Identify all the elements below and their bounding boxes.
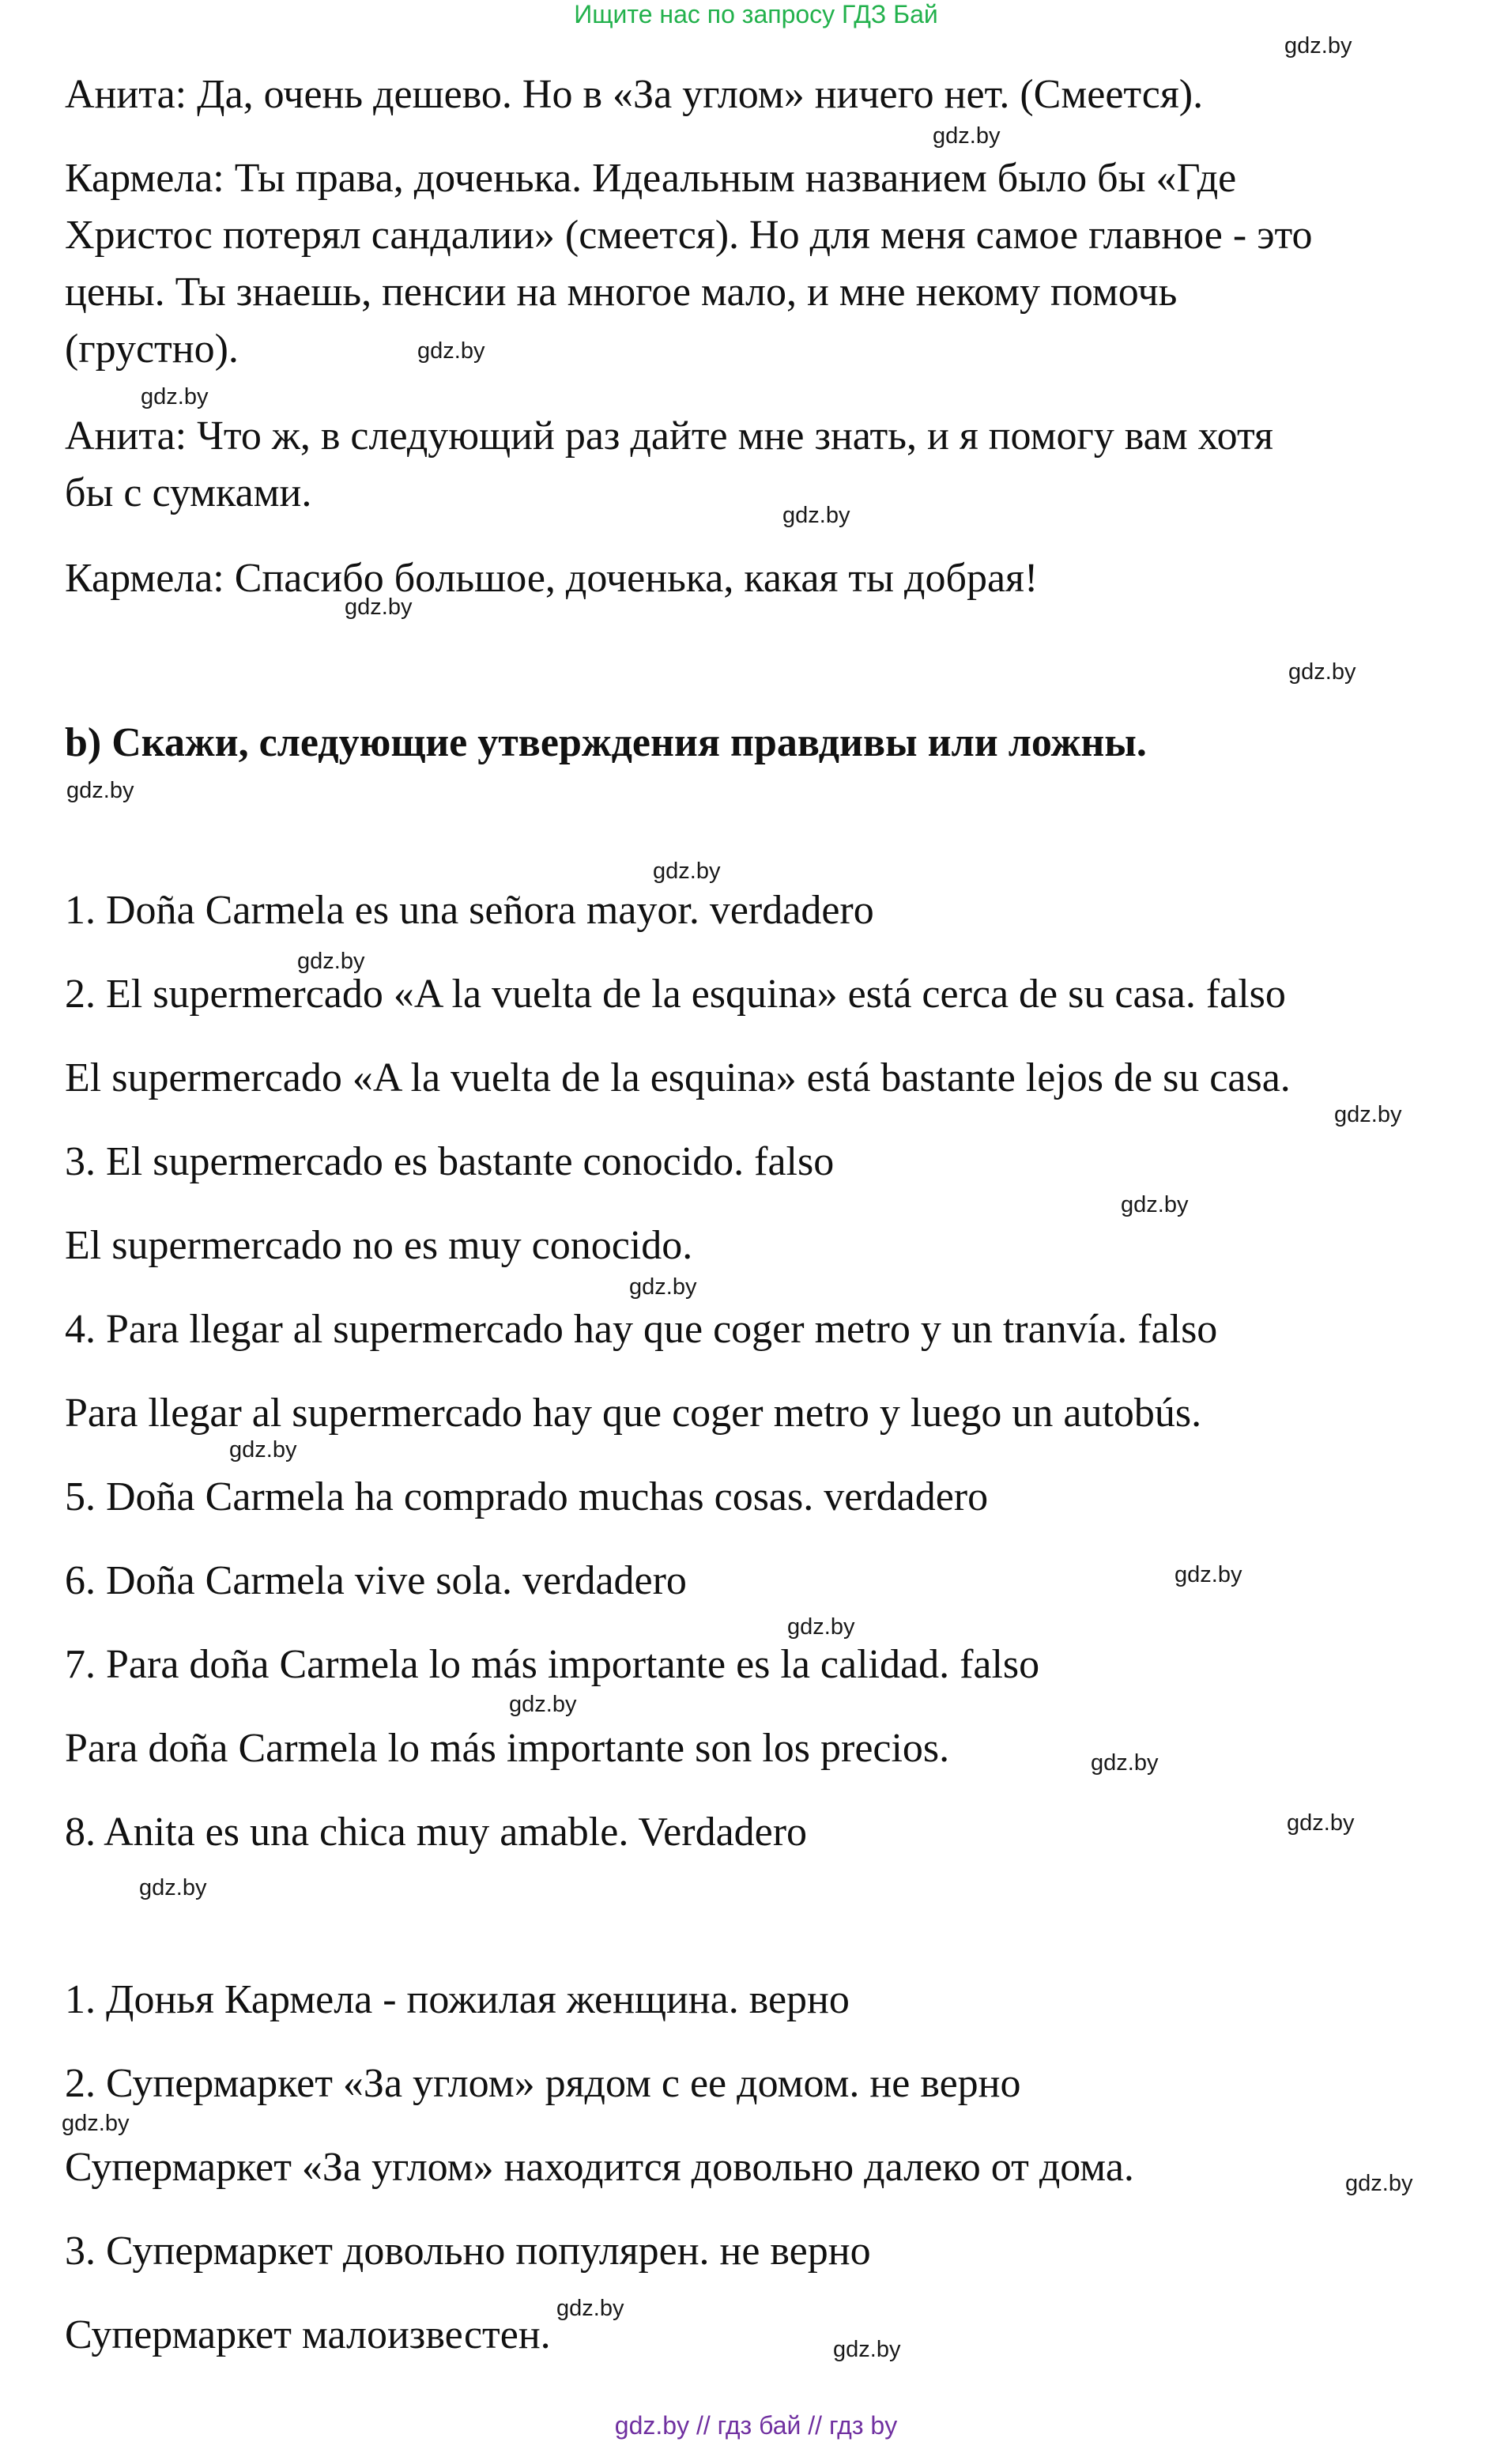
statement-es: 7. Para doña Carmela lo más importante es la calidad. falso xyxy=(65,1642,1040,1687)
watermark-text: gdz.by xyxy=(1287,1810,1355,1836)
statement-ru: 2. Супермаркет «За углом» рядом с ее домом. не верно xyxy=(65,2061,1021,2106)
watermark-text: gdz.by xyxy=(139,1875,207,1900)
statement-es: 4. Para llegar al supermercado hay que coger metro y un tranvía. falso xyxy=(65,1307,1218,1352)
dialogue-line: цены. Ты знаешь, пенсии на многое мало, и мне некому помочь xyxy=(65,270,1178,315)
dialogue-line: Анита: Что ж, в следующий раз дайте мне знать, и я помогу вам хотя xyxy=(65,413,1273,459)
statement-es: 8. Anita es una chica muy amable. Verdadero xyxy=(65,1810,808,1855)
statement-ru: 1. Донья Кармела - пожилая женщина. верно xyxy=(65,1977,850,2022)
watermark-text: gdz.by xyxy=(141,384,209,410)
watermark-text: gdz.by xyxy=(1091,1750,1159,1776)
statement-es: 5. Doña Carmela ha comprado muchas cosas. verdadero xyxy=(65,1474,989,1519)
watermark-text: gdz.by xyxy=(297,949,365,974)
task-heading: b) Скажи, следующие утверждения правдивы или ложны. xyxy=(65,720,1147,765)
watermark-text: gdz.by xyxy=(345,594,413,620)
watermark-text: gdz.by xyxy=(1175,1562,1242,1587)
statement-es-correction: Para doña Carmela lo más importante son los precios. xyxy=(65,1726,950,1771)
dialogue-line: (грустно). xyxy=(65,326,239,372)
watermark-text: gdz.by xyxy=(1334,1102,1402,1127)
dialogue-line: Анита: Да, очень дешево. Но в «За углом» ничего нет. (Смеется). xyxy=(65,72,1204,117)
watermark-text: gdz.by xyxy=(62,2111,130,2136)
watermark-text: gdz.by xyxy=(1284,33,1352,59)
watermark-text: gdz.by xyxy=(1345,2171,1413,2196)
dialogue-line: Кармела: Спасибо большое, доченька, какая ты добрая! xyxy=(65,556,1039,601)
statement-es-correction: El supermercado «A la vuelta de la esquina» está bastante lejos de su casa. xyxy=(65,1055,1291,1100)
watermark-text: gdz.by xyxy=(1288,659,1356,685)
statement-es: 1. Doña Carmela es una señora mayor. verdadero xyxy=(65,888,874,933)
watermark-text: gdz.by xyxy=(933,123,1001,149)
statement-es: 6. Doña Carmela vive sola. verdadero xyxy=(65,1558,687,1603)
statement-ru-correction: Супермаркет малоизвестен. xyxy=(65,2312,551,2357)
statement-es: 3. El supermercado es bastante conocido. falso xyxy=(65,1139,835,1184)
top-banner[interactable]: Ищите нас по запросу ГДЗ Бай xyxy=(574,0,938,28)
watermark-text: gdz.by xyxy=(66,778,134,803)
dialogue-line: Христос потерял сандалии» (смеется). Но для меня самое главное - это xyxy=(65,213,1313,258)
statement-es-correction: El supermercado no es muy conocido. xyxy=(65,1223,693,1268)
watermark-text: gdz.by xyxy=(417,338,485,364)
statement-es-correction: Para llegar al supermercado hay que coger metro y luego un autobús. xyxy=(65,1391,1202,1436)
watermark-text: gdz.by xyxy=(653,859,721,884)
footer-links[interactable]: gdz.by // гдз бай // гдз by xyxy=(614,2411,898,2440)
watermark-text: gdz.by xyxy=(556,2296,624,2321)
dialogue-line: Кармела: Ты права, доченька. Идеальным названием было бы «Где xyxy=(65,156,1237,201)
dialogue-line: бы с сумками. xyxy=(65,470,312,515)
watermark-text: gdz.by xyxy=(509,1692,577,1717)
statement-ru: 3. Супермаркет довольно популярен. не верно xyxy=(65,2229,871,2274)
watermark-text: gdz.by xyxy=(1121,1192,1189,1217)
watermark-text: gdz.by xyxy=(782,503,850,528)
watermark-text: gdz.by xyxy=(787,1614,855,1640)
watermark-text: gdz.by xyxy=(229,1437,297,1463)
statement-ru-correction: Супермаркет «За углом» находится довольно далеко от дома. xyxy=(65,2145,1134,2190)
statement-es: 2. El supermercado «A la vuelta de la esquina» está cerca de su casa. falso xyxy=(65,972,1286,1017)
watermark-text: gdz.by xyxy=(629,1274,697,1300)
watermark-text: gdz.by xyxy=(833,2337,901,2362)
